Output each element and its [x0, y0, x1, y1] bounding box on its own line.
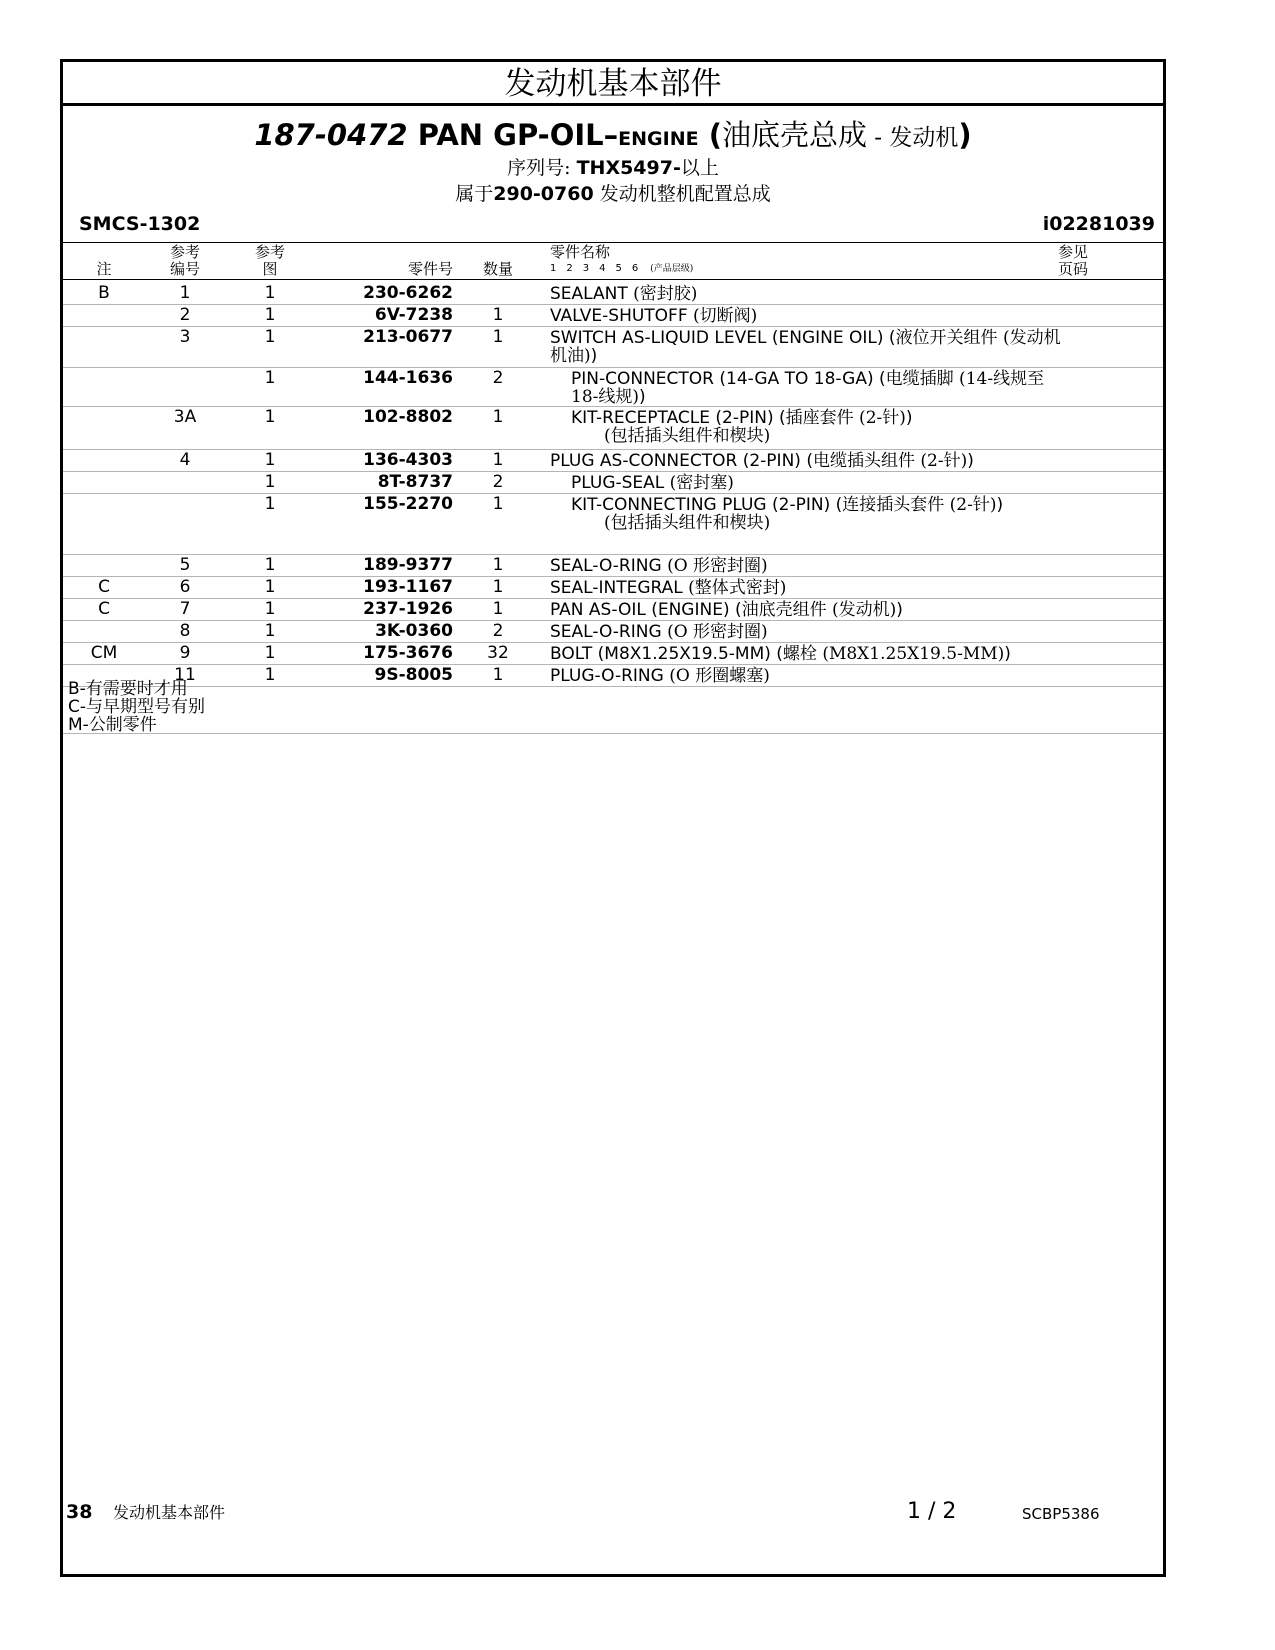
figure-cell: 1 — [264, 368, 276, 388]
description-zh: 连接插头套件 (2-针) — [842, 495, 997, 515]
quantity-cell: 1 — [492, 327, 504, 347]
header-desc: 零件名称 — [550, 243, 611, 261]
part-number-cell: 3K-0360 — [375, 621, 453, 641]
document-id: SCBP5386 — [1022, 1505, 1100, 1523]
table-row — [63, 599, 1163, 621]
description-en: PIN-CONNECTOR (14-GA TO 18-GA) ( — [571, 369, 886, 389]
description-en: SEAL-O-RING — [550, 556, 668, 576]
group-engine: ENGINE — [618, 128, 699, 150]
figure-cell: 1 — [264, 599, 276, 619]
table-row — [63, 621, 1163, 643]
description-note: (包括插头组件和楔块) — [604, 426, 771, 446]
description-en: KIT-RECEPTACLE (2-PIN) ( — [571, 408, 786, 428]
header-page-top: 参见 — [1057, 243, 1088, 261]
table-row — [63, 665, 1163, 687]
level-3: 3 — [582, 263, 590, 274]
description-en: PLUG AS-CONNECTOR (2-PIN) ( — [550, 451, 813, 471]
quantity-cell: 1 — [492, 555, 504, 575]
quantity-cell: 1 — [492, 407, 504, 427]
figure-cell: 1 — [264, 407, 276, 427]
header-levels — [550, 263, 703, 275]
part-number-cell: 213-0677 — [363, 327, 453, 347]
header-fig-top: 参考 — [254, 243, 285, 261]
header-fig-bottom: 图 — [262, 260, 278, 278]
footer-section-title: 发动机基本部件 — [113, 1503, 226, 1522]
figure-cell: 1 — [264, 494, 276, 514]
ref-number-cell: 6 — [179, 577, 191, 597]
part-number-cell: 8T-8737 — [377, 472, 453, 492]
quantity-cell: 1 — [492, 599, 504, 619]
ref-number-cell: 1 — [179, 283, 191, 303]
level-2: 2 — [566, 263, 573, 274]
description-cell — [571, 474, 1070, 492]
quantity-cell: 1 — [492, 577, 504, 597]
ref-number-cell: 3A — [173, 407, 197, 427]
description-cell — [550, 285, 1070, 303]
ref-number-cell: 9 — [179, 643, 191, 663]
quantity-cell: 1 — [492, 305, 504, 325]
header-top-rule — [63, 242, 1163, 243]
note-cell: CM — [90, 643, 118, 663]
table-row — [63, 555, 1163, 577]
ref-number-cell: 7 — [179, 599, 191, 619]
description-cell — [550, 667, 1070, 685]
description-cell — [571, 370, 1070, 406]
part-number-cell: 155-2270 — [363, 494, 453, 514]
ref-number-cell: 3 — [179, 327, 191, 347]
description-en: SWITCH AS-LIQUID LEVEL (ENGINE OIL) ( — [550, 328, 896, 348]
page-number: 38 — [66, 1501, 93, 1523]
description-close: ) — [967, 451, 974, 471]
header-page-bottom: 页码 — [1057, 260, 1088, 278]
ref-number-cell: 11 — [174, 665, 196, 685]
illustration-id: i02281039 — [1042, 213, 1155, 235]
level-4: 4 — [599, 263, 606, 274]
table-row — [63, 472, 1163, 494]
description-en: SEAL-O-RING — [550, 622, 668, 642]
description-zh: (O 形密封圈) — [667, 556, 768, 576]
description-close: ) — [639, 387, 646, 407]
part-number-cell: 175-3676 — [363, 643, 453, 663]
part-number-cell: 193-1167 — [363, 577, 453, 597]
group-open: ( — [708, 118, 722, 152]
description-zh: 插座套件 (2-针) — [785, 408, 906, 428]
description-close: ) — [905, 408, 913, 428]
group-sep: - — [866, 125, 890, 151]
belongs-desc: 发动机整机配置总成 — [593, 183, 771, 205]
description-cell — [550, 329, 1070, 365]
serial-value: THX5497- — [576, 157, 681, 179]
figure-cell: 1 — [264, 665, 276, 685]
description-close: ) — [896, 600, 903, 620]
description-zh: (密封胶) — [633, 284, 698, 304]
description-cell — [550, 452, 1070, 470]
header-note: 注 — [96, 260, 112, 278]
description-en: SEALANT — [550, 284, 634, 304]
figure-cell: 1 — [264, 305, 276, 325]
sheet-indicator: 1 / 2 — [907, 1499, 957, 1524]
legend-text: 公制零件 — [88, 715, 157, 735]
group-name: PAN GP-OIL — [417, 118, 604, 152]
legend-code: C- — [68, 697, 87, 717]
description-zh: 电缆插脚 (14-线规至 18-线规) — [571, 369, 1045, 407]
belongs-line — [63, 182, 1163, 206]
quantity-cell: 2 — [492, 472, 504, 492]
part-number-cell: 189-9377 — [363, 555, 453, 575]
description-zh: (O 形密封圈) — [667, 622, 768, 642]
legend-code: M- — [68, 715, 89, 735]
legend-item — [68, 716, 205, 734]
legend-rule — [63, 733, 1163, 734]
quantity-cell: 1 — [492, 450, 504, 470]
figure-cell: 1 — [264, 472, 276, 492]
part-number-cell: 6V-7238 — [374, 305, 453, 325]
group-part-number: 187-0472 — [254, 118, 408, 152]
figure-cell: 1 — [264, 450, 276, 470]
quantity-cell: 2 — [492, 368, 504, 388]
description-en: SEAL-INTEGRAL — [550, 578, 689, 598]
table-row — [63, 407, 1163, 450]
legend-code: B- — [68, 679, 86, 699]
part-number-cell: 237-1926 — [363, 599, 453, 619]
notes-legend — [68, 680, 205, 734]
note-cell: C — [98, 599, 110, 619]
ref-number-cell: 4 — [179, 450, 191, 470]
table-row — [63, 305, 1163, 327]
description-zh: (整体式密封) — [688, 578, 787, 598]
description-cell — [550, 645, 1070, 663]
description-cell — [550, 623, 1070, 641]
figure-cell: 1 — [264, 327, 276, 347]
table-row — [63, 368, 1163, 407]
note-cell: B — [98, 283, 110, 303]
serial-suffix: 以上 — [680, 157, 719, 179]
description-close: ) — [996, 495, 1004, 515]
group-dash: – — [603, 118, 619, 152]
header-bottom-rule — [63, 279, 1163, 280]
levels-label: (产品层级) — [650, 264, 694, 274]
level-5: 5 — [615, 263, 622, 274]
description-close: ) — [1004, 644, 1011, 664]
header-qty: 数量 — [482, 260, 513, 278]
section-banner: 发动机基本部件 — [63, 62, 1163, 106]
level-6: 6 — [631, 263, 639, 274]
legend-text: 与早期型号有别 — [86, 697, 206, 717]
ref-number-cell: 8 — [179, 621, 191, 641]
figure-cell: 1 — [264, 643, 276, 663]
legend-item — [68, 680, 205, 698]
description-en: VALVE-SHUTOFF — [550, 306, 694, 326]
description-cell — [550, 307, 1070, 325]
description-cell — [571, 496, 1070, 532]
description-zh: 油底壳组件 (发动机) — [741, 600, 897, 620]
belongs-label: 属于 — [455, 183, 494, 205]
level-1: 1 — [550, 263, 557, 274]
description-zh: 螺栓 (M8X1.25X19.5-MM) — [782, 644, 1005, 664]
legend-item — [68, 698, 205, 716]
description-en: PLUG-O-RING — [550, 666, 670, 686]
description-zh: 电缆插头组件 (2-针) — [812, 451, 968, 471]
note-cell: C — [98, 577, 110, 597]
part-number-cell: 230-6262 — [363, 283, 453, 303]
group-name-zh: 油底壳总成 — [721, 118, 867, 152]
description-cell — [550, 579, 1070, 597]
description-en: BOLT (M8X1.25X19.5-MM) ( — [550, 644, 783, 664]
group-close: ) — [958, 118, 972, 152]
quantity-cell: 1 — [492, 665, 504, 685]
quantity-cell: 32 — [487, 643, 509, 663]
group-name-zh2: 发动机 — [889, 125, 959, 151]
page-frame — [60, 59, 1166, 1577]
description-zh: (切断阀) — [693, 306, 758, 326]
table-row — [63, 283, 1163, 305]
figure-cell: 1 — [264, 555, 276, 575]
serial-label: 序列号: — [507, 157, 571, 179]
description-cell — [550, 601, 1070, 619]
description-en: PAN AS-OIL (ENGINE) ( — [550, 600, 742, 620]
description-en: PLUG-SEAL — [571, 473, 670, 493]
header-part: 零件号 — [407, 260, 453, 278]
part-number-cell: 102-8802 — [363, 407, 453, 427]
description-zh: (O 形圈螺塞) — [669, 666, 770, 686]
table-row — [63, 450, 1163, 472]
description-cell — [550, 557, 1070, 575]
table-row — [63, 327, 1163, 368]
header-ref-bottom: 编号 — [169, 260, 200, 278]
description-cell — [571, 409, 1070, 445]
description-note: (包括插头组件和楔块) — [604, 513, 771, 533]
table-row — [63, 577, 1163, 599]
figure-cell: 1 — [264, 283, 276, 303]
header-ref-top: 参考 — [169, 243, 200, 261]
quantity-cell: 1 — [492, 494, 504, 514]
belongs-value: 290-0760 — [493, 183, 594, 205]
table-row — [63, 643, 1163, 665]
table-row — [63, 494, 1163, 555]
figure-cell: 1 — [264, 577, 276, 597]
description-close: ) — [590, 346, 598, 366]
description-zh: 液位开关组件 (发动机机油) — [550, 328, 1061, 366]
group-title — [63, 118, 1163, 156]
part-number-cell: 9S-8005 — [374, 665, 453, 685]
part-number-cell: 144-1636 — [363, 368, 453, 388]
smcs-code: SMCS-1302 — [79, 213, 201, 235]
quantity-cell: 2 — [492, 621, 504, 641]
ref-number-cell: 2 — [179, 305, 191, 325]
legend-text: 有需要时才用 — [85, 679, 188, 699]
serial-line — [63, 156, 1163, 180]
description-zh: (密封塞) — [669, 473, 734, 493]
figure-cell: 1 — [264, 621, 276, 641]
part-number-cell: 136-4303 — [363, 450, 453, 470]
description-en: KIT-CONNECTING PLUG (2-PIN) ( — [571, 495, 843, 515]
ref-number-cell: 5 — [179, 555, 191, 575]
